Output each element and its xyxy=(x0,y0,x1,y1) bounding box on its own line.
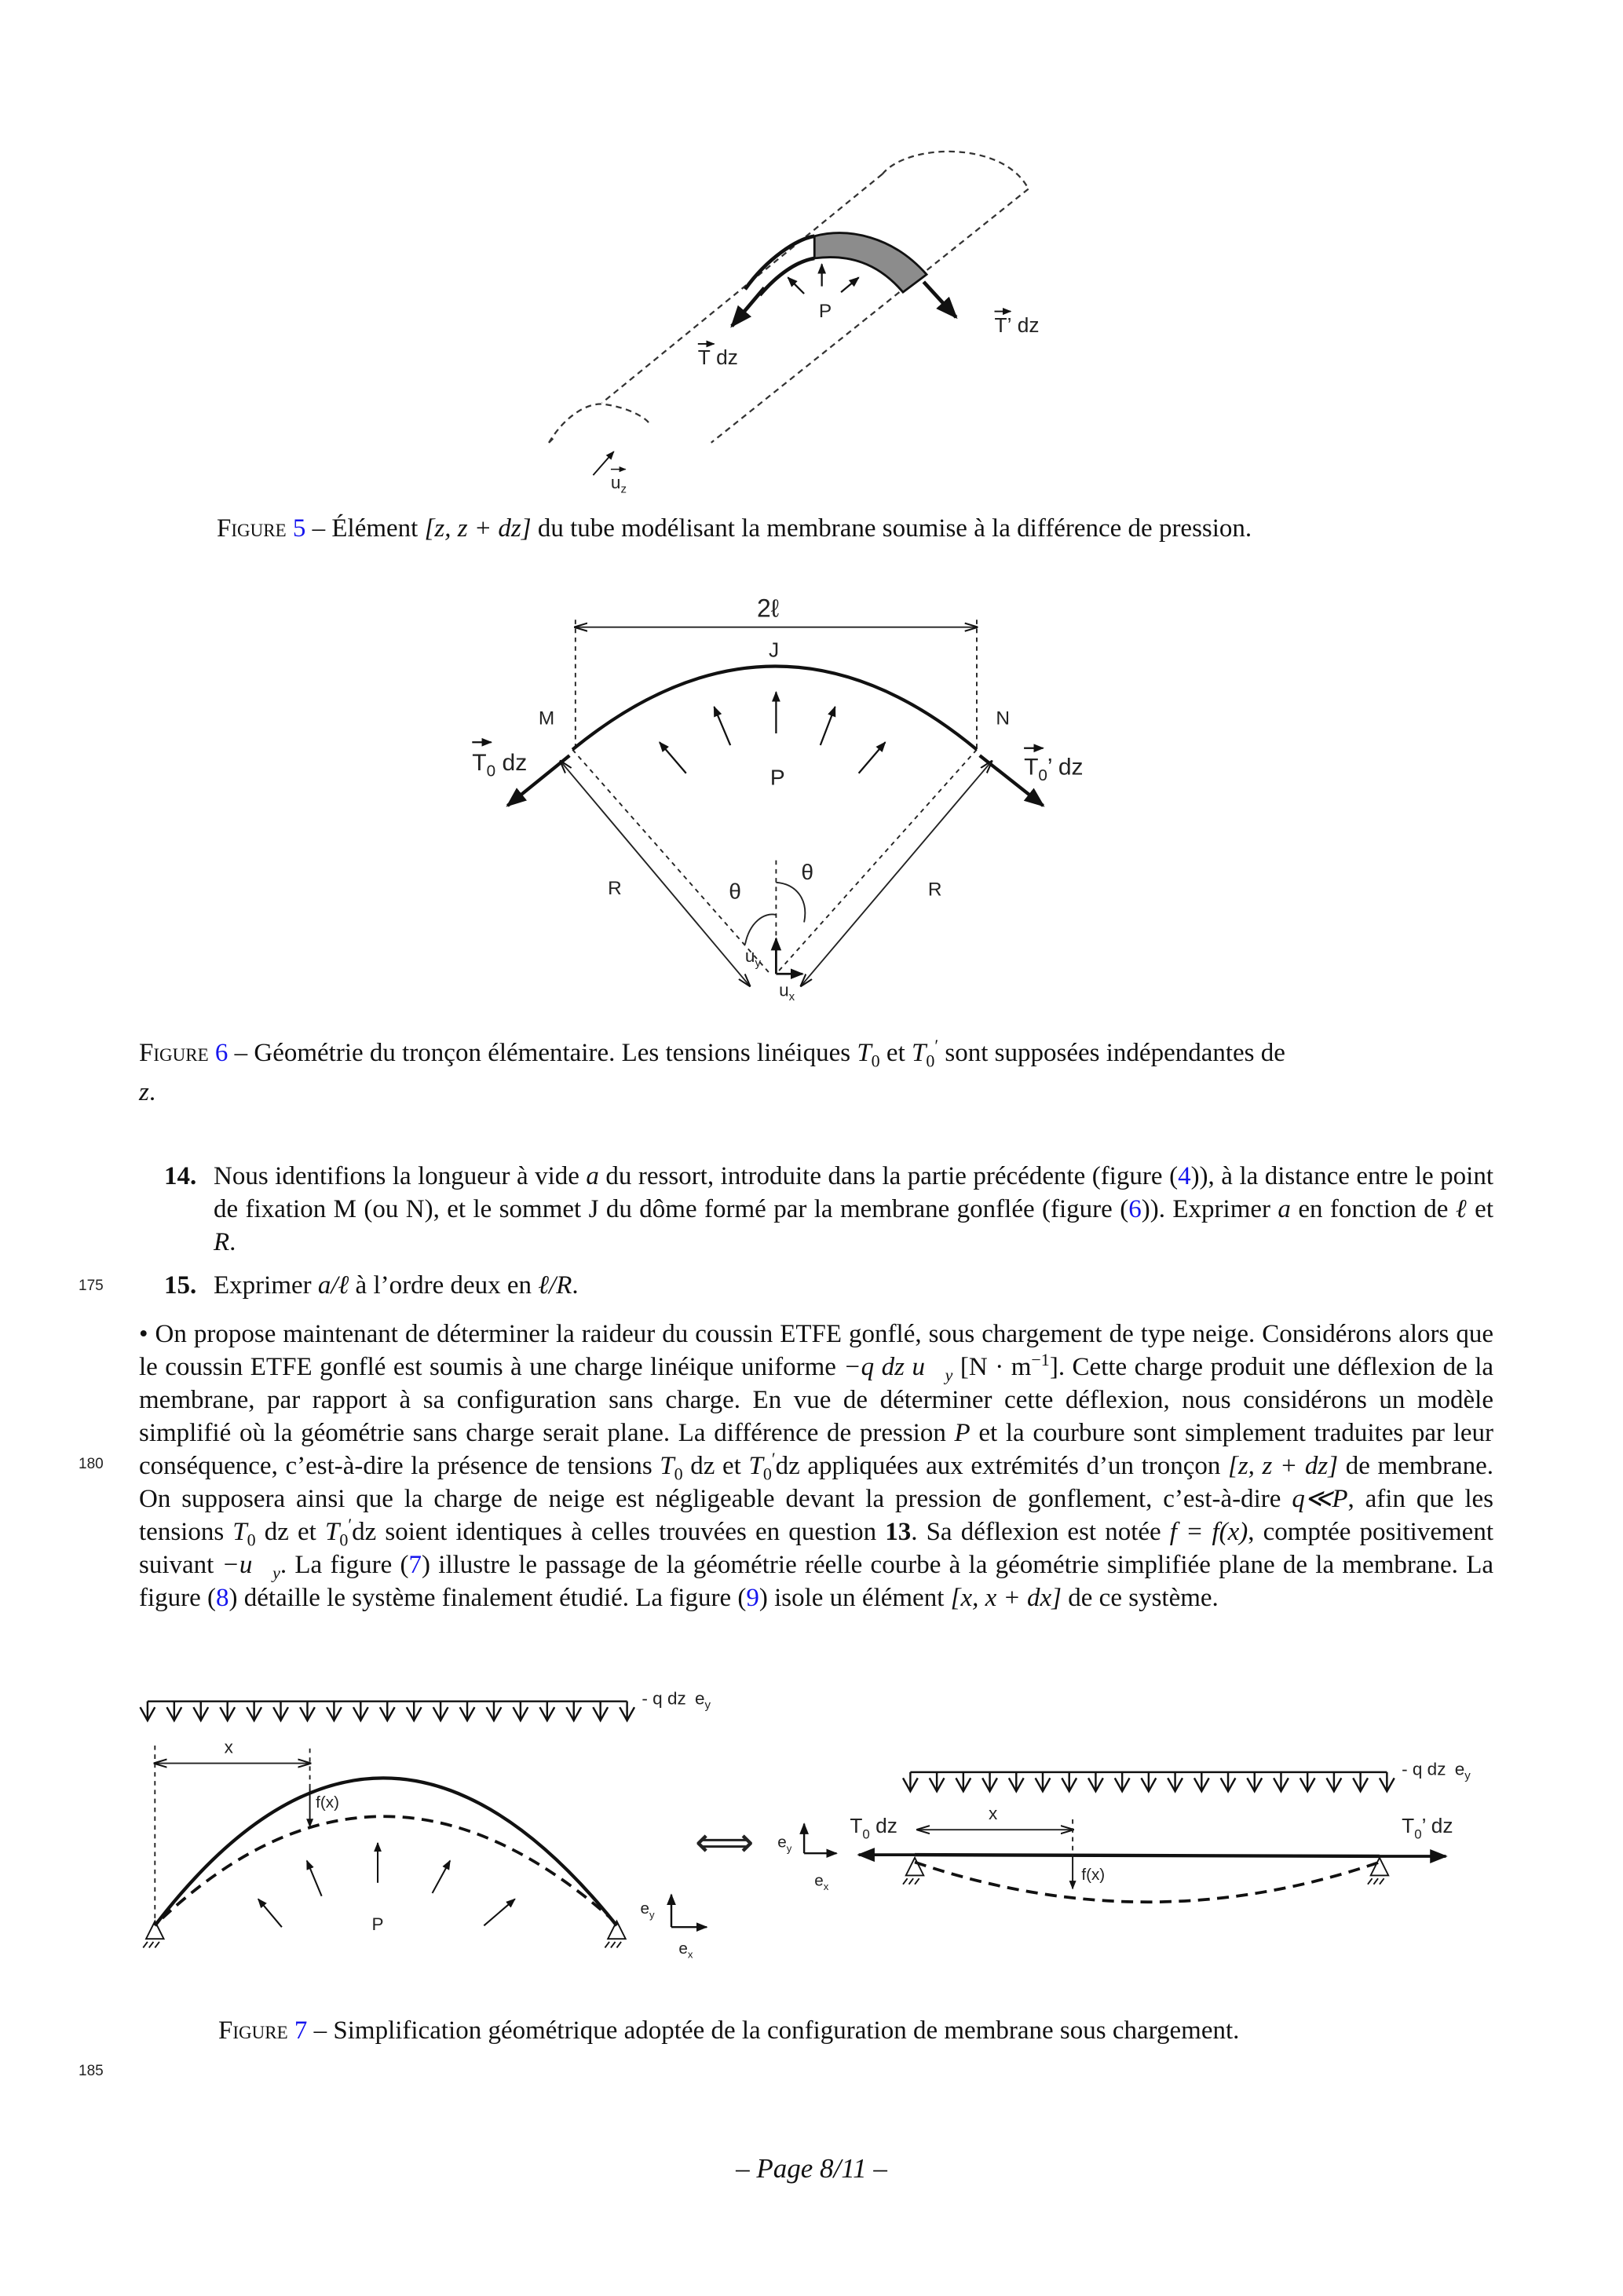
svg-text:ey: $e_y$ xyxy=(777,1833,792,1855)
page-footer: – Page 8/11 – xyxy=(736,2153,887,2184)
figure-7-caption xyxy=(218,2014,1443,2047)
figure-6-link[interactable]: 6 xyxy=(214,1039,228,1067)
label-M: M xyxy=(538,707,555,729)
load-arrow xyxy=(1088,1772,1103,1791)
math-T0: T xyxy=(857,1039,872,1067)
math-z: z xyxy=(139,1078,149,1106)
label-N: N xyxy=(996,707,1011,729)
label-T0-dz xyxy=(472,742,527,780)
figure-6-geometry-diagram xyxy=(472,594,1083,1004)
load-arrow xyxy=(1353,1772,1368,1791)
load-arrow xyxy=(273,1702,288,1720)
caption-text: et xyxy=(879,1039,912,1067)
load-arrow xyxy=(982,1772,997,1791)
label-2l: 2ℓ xyxy=(756,594,780,623)
pressure-arrows xyxy=(788,264,858,294)
label-uy: $u_y$ xyxy=(744,946,761,970)
label-load-right: - q dz $e_y$ xyxy=(1402,1759,1471,1783)
load-arrow xyxy=(539,1702,554,1720)
load-arrow xyxy=(1300,1772,1315,1791)
load-arrow xyxy=(327,1702,342,1720)
figure-6-link[interactable]: 6 xyxy=(1128,1195,1142,1223)
question-14-text: Nous identifions la longueur à vide a du ressort, introduite dans la partie précédente (figure (4)), à la distance entre le point de fixation M (ou N), et le sommet J du dôme formé par la membrane gonflée (figure (6)). Exprimer a en fonction de ℓ et R. xyxy=(214,1162,1493,1256)
caption-text: . xyxy=(148,1078,156,1106)
load-arrow xyxy=(433,1702,448,1720)
figure-5-link[interactable]: 5 xyxy=(292,514,306,543)
svg-text:uz: $u_z$ xyxy=(610,473,627,496)
svg-text:T0 dz: $T_0$ dz xyxy=(472,749,528,781)
load-arrow xyxy=(407,1702,422,1720)
figure-7-link[interactable]: 7 xyxy=(408,1551,422,1579)
question-15-number: 15. xyxy=(164,1271,197,1300)
load-arrow xyxy=(141,1702,155,1720)
load-arrow xyxy=(620,1702,634,1720)
load-arrow xyxy=(1141,1772,1156,1791)
beam xyxy=(915,1855,1380,1856)
uz-vector xyxy=(593,452,627,496)
angle-arc-right xyxy=(776,883,805,923)
support-icon xyxy=(143,1921,625,1948)
caption-text: – Géométrie du tronçon élémentaire. Les tensions linéiques xyxy=(228,1039,857,1067)
caption-text: sont supposées indépendantes de xyxy=(938,1039,1285,1067)
pressure-arrows xyxy=(258,1843,515,1927)
label-P: P xyxy=(769,764,785,790)
caption-text: – Élément xyxy=(305,514,425,543)
load-arrow xyxy=(1221,1772,1236,1791)
snow-load-right xyxy=(903,1772,1395,1791)
axes-left xyxy=(641,1895,707,1961)
load-arrow xyxy=(1327,1772,1342,1791)
svg-text:T dz: T dz xyxy=(697,345,738,370)
construction-lines xyxy=(572,620,977,974)
math-sub: 0 xyxy=(926,1051,935,1071)
membrane-arc xyxy=(572,666,977,749)
math-prime: ′ xyxy=(934,1036,939,1055)
load-arrow xyxy=(380,1702,395,1720)
label-x-left: x xyxy=(224,1737,233,1757)
radius-right xyxy=(801,762,991,986)
tube-outline xyxy=(549,152,1029,443)
caption-text: du tube modélisant la membrane soumise à la différence de pression. xyxy=(531,514,1252,543)
load-arrow xyxy=(1247,1772,1262,1791)
load-arrow xyxy=(487,1702,502,1720)
figure-5-caption xyxy=(217,512,1426,545)
label-theta-right: θ xyxy=(801,859,814,885)
label-ux: $u_x$ xyxy=(779,980,795,1004)
line-number: 180 xyxy=(79,1456,104,1472)
label-T0-prime-dz: $T_0$’ dz xyxy=(1402,1813,1453,1842)
radius-left xyxy=(561,762,750,986)
tension-arrow-T-prime xyxy=(923,282,956,317)
label-T-dz xyxy=(698,344,738,369)
math-T0-prime: T xyxy=(912,1039,927,1067)
load-arrow xyxy=(353,1702,368,1720)
svg-text:ey: $e_y$ xyxy=(640,1899,655,1921)
load-arrow xyxy=(1274,1772,1289,1791)
pressure-arrows xyxy=(660,692,886,773)
caption-prefix: Figure xyxy=(139,1039,209,1067)
svg-text:T’ dz: T’ dz xyxy=(994,313,1040,337)
snow-load-left xyxy=(141,1702,634,1720)
load-arrow xyxy=(593,1702,608,1720)
label-R-right: R xyxy=(927,879,942,901)
label-P: P xyxy=(818,301,832,323)
load-arrow xyxy=(1062,1772,1077,1791)
question-15-text: Exprimer a/ℓ à l’ordre deux en ℓ/R. xyxy=(214,1271,579,1300)
load-arrow xyxy=(220,1702,235,1720)
load-arrow xyxy=(1036,1772,1051,1791)
svg-text:ex: $e_x$ xyxy=(814,1871,829,1893)
load-arrow xyxy=(903,1772,918,1791)
load-arrow xyxy=(566,1702,581,1720)
membrane-arc xyxy=(745,236,814,295)
line-number: 185 xyxy=(79,2063,104,2079)
beam-deflected xyxy=(915,1862,1380,1902)
label-R-left: R xyxy=(608,877,622,899)
load-arrow xyxy=(514,1702,528,1720)
caption-prefix: Figure xyxy=(218,2016,288,2045)
line-number: 175 xyxy=(79,1278,104,1294)
figure-7-link[interactable]: 7 xyxy=(294,2016,308,2045)
caption-math: [z, z + dz] xyxy=(424,514,532,543)
figure-4-link[interactable]: 4 xyxy=(1178,1162,1191,1190)
label-J: J xyxy=(769,638,780,662)
label-fx-right: f(x) xyxy=(1081,1866,1106,1885)
body-paragraph: • On propose maintenant de déterminer la raideur du coussin ETFE gonflé, sous chargement de type neige. Considérons alors que le coussin ETFE gonflé est soumis à une charge linéique uniforme −q dz $u⃗_y$ $[N \cdot m^{-1}]$. Cette charge produit une déflexion de la membrane, par rapport à sa configuration sans charge. En vue de déterminer cette déflexion, nous considérons un modèle simplifié où la géométrie sans charge serait plane. La différence de pression P et la courbure sont simplement traduites par leur conséquence, c’est-à-dire la présence de tensions $T_0$ dz et $T_0'dz$ appliquées aux extrémités d’un tronçon [z, z + dz] de membrane. On supposera ainsi que la charge de neige est négligeable devant la pression de gonflement, c’est-à-dire q≪P, afin que les tensions $T_0$ dz et $T_0'dz$ soient identiques à celles trouvées en question 13. Sa déflexion est notée f = f(x), comptée positivement suivant $-u⃗_y$. La figure (7) illustre le passage de la géométrie réelle courbe à la géométrie simplifiée plane de la membrane. La figure (8) détaille le système finalement étudié. La figure (9) isole un élément [x, x + dx] de ce système. xyxy=(139,1320,1494,1612)
label-T0-dz: $T_0$ dz xyxy=(850,1813,897,1842)
label-fx-left: f(x) xyxy=(316,1793,339,1812)
figure-5-tube-diagram xyxy=(549,152,1039,496)
math-sub: 0 xyxy=(871,1051,880,1071)
load-arrow xyxy=(166,1702,181,1720)
load-arrow xyxy=(1009,1772,1024,1791)
equivalence-icon: ⟺ xyxy=(695,1819,755,1866)
svg-text:ex: $e_x$ xyxy=(678,1939,693,1961)
membrane-arc-loaded xyxy=(155,1778,616,1925)
figure-8-link[interactable]: 8 xyxy=(216,1584,229,1612)
label-P: P xyxy=(371,1914,384,1934)
membrane-element xyxy=(814,233,927,292)
load-arrow xyxy=(247,1702,261,1720)
load-arrow xyxy=(956,1772,971,1791)
load-arrow xyxy=(1194,1772,1209,1791)
question-14-number: 14. xyxy=(164,1162,197,1190)
axes-right xyxy=(777,1824,836,1893)
label-x-right: x xyxy=(988,1803,998,1823)
load-arrow xyxy=(300,1702,315,1720)
load-arrow xyxy=(460,1702,475,1720)
label-load-left: - q dz $e_y$ xyxy=(642,1688,711,1713)
label-T-prime-dz xyxy=(995,312,1040,337)
load-arrow xyxy=(1168,1772,1183,1791)
figure-9-link[interactable]: 9 xyxy=(746,1584,759,1612)
load-arrow xyxy=(1380,1772,1395,1791)
load-arrow xyxy=(193,1702,208,1720)
svg-text:T0’ dz: $T_0$’ dz xyxy=(1024,754,1084,785)
angle-arc-left xyxy=(745,914,776,944)
caption-prefix: Figure xyxy=(217,514,287,543)
figure-6-caption xyxy=(139,1033,1493,1112)
caption-text: – Simplification géométrique adoptée de la configuration de membrane sous chargement. xyxy=(307,2016,1240,2045)
figure-7-simplification-diagram xyxy=(141,1688,1471,1960)
load-arrow xyxy=(1115,1772,1130,1791)
label-theta-left: θ xyxy=(729,878,741,904)
label-T0-prime-dz xyxy=(1024,748,1084,784)
membrane-arc-deflected xyxy=(163,1816,611,1918)
load-arrow xyxy=(930,1772,945,1791)
